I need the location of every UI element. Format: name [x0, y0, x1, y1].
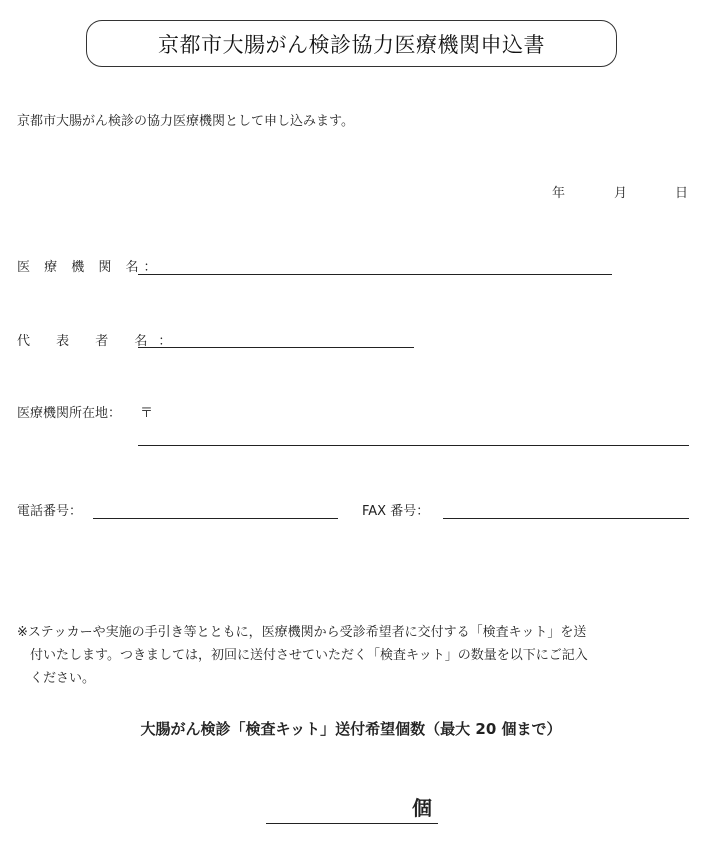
phone-underline: [93, 518, 338, 519]
institution-name-underline: [138, 274, 612, 275]
kit-quantity-underline: [266, 823, 438, 824]
kit-note-line-2: 付いたします。つきましては，初回に送付させていただく「検査キット」の数量を以下にご記入: [30, 648, 588, 663]
date-year-label: 年: [552, 186, 566, 201]
intro-text: 京都市大腸がん検診の協力医療機関として申し込みます。: [17, 114, 354, 129]
address-label: 医療機関所在地：: [17, 406, 122, 421]
representative-underline: [138, 347, 414, 348]
form-title: 京都市大腸がん検診協力医療機関申込書: [86, 20, 617, 67]
representative-label: 代 表 者 名：: [17, 334, 183, 349]
kit-request-heading: 大腸がん検診「検査キット」送付希望個数（最大 20 個まで）: [140, 720, 562, 738]
postal-mark: 〒: [140, 406, 154, 421]
kit-quantity-unit: 個: [412, 796, 432, 820]
fax-label: FAX 番号：: [362, 504, 430, 519]
fax-underline: [443, 518, 689, 519]
address-underline: [138, 445, 689, 446]
kit-note: [17, 621, 693, 690]
kit-note-line-1: ※ステッカーや実施の手引き等とともに，医療機関から受診希望者に交付する「検査キット」を送: [17, 625, 587, 640]
phone-label: 電話番号：: [17, 504, 83, 519]
institution-name-label: 医 療 機 関 名：: [17, 260, 162, 275]
date-day-label: 日: [675, 186, 689, 201]
kit-note-line-3: ください。: [30, 671, 96, 686]
date-month-label: 月: [614, 186, 628, 201]
